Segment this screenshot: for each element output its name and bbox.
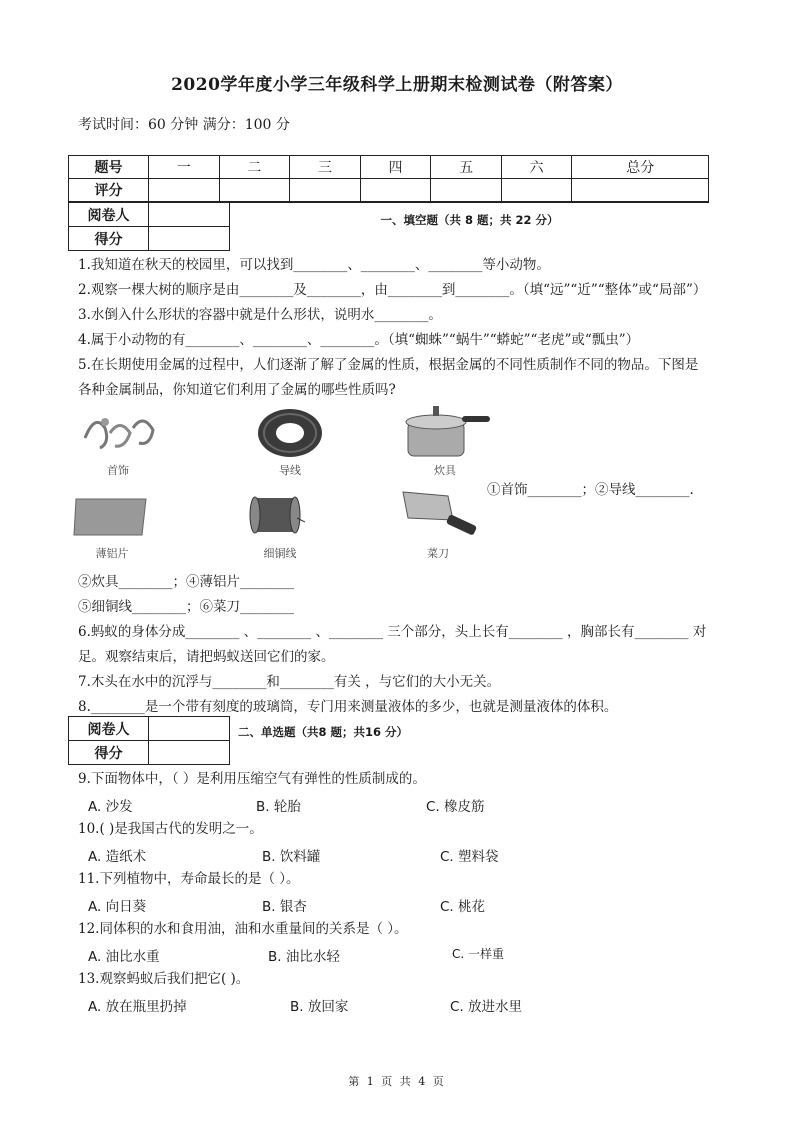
question-5: 5.在长期使用金属的过程中，人们逐渐了解了金属的性质，根据金属的不同性质制作不同的物品。下图是 xyxy=(78,357,699,373)
question-1: 1.我知道在秋天的校园里，可以找到________、________、________等小动物。 xyxy=(78,257,550,273)
reviewer-label: 阅卷人 xyxy=(69,717,149,741)
exam-info: 考试时间：60 分钟 满分：100 分 xyxy=(78,117,290,133)
score-cell[interactable] xyxy=(501,179,572,202)
caption-jewelry: 首饰 xyxy=(107,464,129,477)
option-b[interactable]: B. 饮料罐 xyxy=(262,849,321,865)
answer-row-2: ②炊具________；④薄铝片________ xyxy=(78,574,294,590)
option-c[interactable]: C. 一样重 xyxy=(452,947,505,961)
score-table-row xyxy=(69,156,709,179)
question-6-cont: 足。观察结束后，请把蚂蚁送回它们的家。 xyxy=(78,649,335,665)
wire-coil-image xyxy=(250,405,330,460)
question-7: 7.木头在水中的沉浮与________和________有关 ，与它们的大小无关。 xyxy=(78,674,501,690)
section-title: 二、单选题（共8 题；共16 分） xyxy=(238,725,409,739)
option-b[interactable]: B. 放回家 xyxy=(290,999,349,1015)
score-cell[interactable] xyxy=(149,179,220,202)
question-3: 3.水倒入什么形状的容器中就是什么形状，说明水________。 xyxy=(78,307,442,323)
score-cell[interactable] xyxy=(290,179,361,202)
score-cell[interactable] xyxy=(572,179,709,202)
score-cell[interactable] xyxy=(219,179,290,202)
caption-cleaver: 菜刀 xyxy=(427,547,449,560)
caption-wire: 导线 xyxy=(279,464,301,477)
page-footer: 第 1 页 共 4 页 xyxy=(348,1075,446,1088)
option-a[interactable]: A. 造纸术 xyxy=(88,849,147,865)
row-header-number: 题号 xyxy=(69,156,149,179)
question-11: 11.下列植物中，寿命最长的是（ ）。 xyxy=(78,871,300,887)
score-label: 得分 xyxy=(69,227,149,251)
question-10: 10.( )是我国古代的发明之一。 xyxy=(78,821,263,837)
question-8: 8.________是一个带有刻度的玻璃筒，专门用来测量液体的多少，也就是测量液体的体积。 xyxy=(78,699,618,715)
score-label: 得分 xyxy=(69,741,149,765)
divider xyxy=(230,202,709,203)
answer-row-3: ⑤细铜线________；⑥菜刀________ xyxy=(78,599,294,615)
page-title: 2020学年度小学三年级科学上册期末检测试卷（附答案） xyxy=(171,75,623,95)
column-header: 一 xyxy=(149,156,220,179)
score-table xyxy=(68,155,709,202)
caption-cookware: 炊具 xyxy=(434,464,456,477)
score-table-row xyxy=(69,179,709,202)
question-13: 13.观察蚂蚁后我们把它( )。 xyxy=(78,971,250,987)
option-c[interactable]: C. 橡皮筋 xyxy=(426,799,485,815)
row-header-score: 评分 xyxy=(69,179,149,202)
grader-box xyxy=(68,202,230,251)
caption-aluminum-sheet: 薄铝片 xyxy=(95,547,129,560)
score-cell[interactable] xyxy=(431,179,502,202)
option-a[interactable]: A. 沙发 xyxy=(88,799,133,815)
column-header: 五 xyxy=(431,156,502,179)
column-header: 四 xyxy=(360,156,431,179)
option-b[interactable]: B. 油比水轻 xyxy=(268,949,340,965)
section-title: 一、填空题（共 8 题；共 22 分） xyxy=(380,213,559,227)
option-b[interactable]: B. 轮胎 xyxy=(256,799,301,815)
question-5-cont: 各种金属制品，你知道它们利用了金属的哪些性质吗? xyxy=(78,382,396,398)
column-header: 三 xyxy=(290,156,361,179)
question-12: 12.同体积的水和食用油，油和水重量间的关系是（ ）。 xyxy=(78,921,408,937)
cleaver-image xyxy=(398,488,483,538)
question-4: 4.属于小动物的有________、________、________。（填“蜘蛛”“蜗牛”“蟒蛇”“老虎”或“瓢虫”） xyxy=(78,332,640,348)
jewelry-image xyxy=(75,408,165,458)
grader-box xyxy=(68,716,230,765)
column-header: 二 xyxy=(219,156,290,179)
option-c[interactable]: C. 桃花 xyxy=(440,899,486,915)
column-header: 六 xyxy=(501,156,572,179)
question-6: 6.蚂蚁的身体分成________ 、________ 、________ 三个部分，头上长有________ ，胸部长有________ 对 xyxy=(78,624,707,640)
aluminum-sheet-image xyxy=(72,495,152,540)
option-c[interactable]: C. 塑料袋 xyxy=(440,849,499,865)
pressure-cooker-image xyxy=(400,402,492,460)
reviewer-label: 阅卷人 xyxy=(69,203,149,227)
question-9: 9.下面物体中，（ ）是利用压缩空气有弹性的性质制成的。 xyxy=(78,771,426,787)
question-2: 2.观察一棵大树的顺序是由________及________，由________到________。（填“远”“近”“整体”或“局部”） xyxy=(78,282,707,298)
column-header: 总分 xyxy=(572,156,709,179)
answer-row-1: ①首饰________；②导线________. xyxy=(487,482,694,498)
option-a[interactable]: A. 放在瓶里扔掉 xyxy=(88,999,187,1015)
option-a[interactable]: A. 向日葵 xyxy=(88,899,147,915)
caption-copper-wire: 细铜线 xyxy=(263,547,297,560)
option-a[interactable]: A. 油比水重 xyxy=(88,949,160,965)
copper-wire-spool-image xyxy=(245,490,305,540)
score-cell[interactable] xyxy=(360,179,431,202)
reviewer-cell[interactable] xyxy=(149,717,230,741)
score-value-cell[interactable] xyxy=(149,741,230,765)
reviewer-cell[interactable] xyxy=(149,203,230,227)
score-value-cell[interactable] xyxy=(149,227,230,251)
option-b[interactable]: B. 银杏 xyxy=(262,899,307,915)
option-c[interactable]: C. 放进水里 xyxy=(450,999,523,1015)
